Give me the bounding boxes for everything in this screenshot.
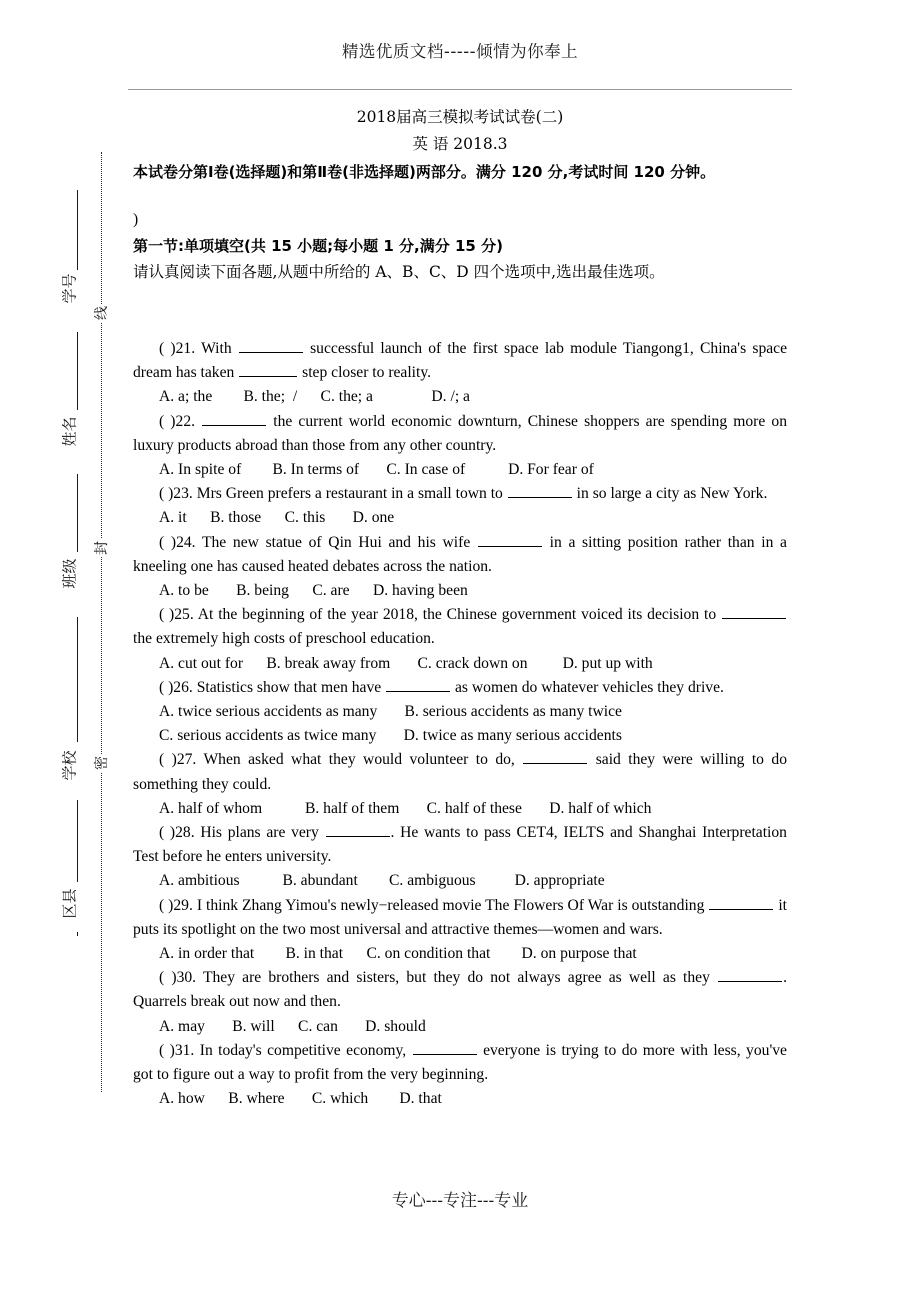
question-marker: ( ): [159, 485, 174, 503]
sidebar-label-class: 班级: [60, 558, 79, 589]
question-options: A. how B. where C. which D. that: [159, 1090, 442, 1108]
answer-blank: [413, 1040, 477, 1055]
question-number: 28.: [175, 824, 195, 842]
sidebar-rule-5: [77, 800, 78, 882]
answer-blank: [326, 822, 390, 837]
question-number: 22.: [175, 412, 196, 430]
question-stem: [133, 1039, 787, 1087]
question-text-a: With: [201, 340, 232, 357]
question-number: 23.: [173, 485, 193, 503]
sidebar-rule-3: [77, 474, 78, 552]
seal-dotted-line: [101, 152, 102, 1092]
question-options: A. to be B. being C. are D. having been: [159, 582, 468, 600]
question-text-c: it puts its spotlight on the two most universal and attractive themes—women and wars.: [133, 896, 787, 938]
running-header: [130, 38, 790, 62]
answer-blank: [202, 410, 266, 425]
question-marker: ( ): [159, 340, 176, 357]
question-marker: ( ): [159, 751, 177, 769]
answer-blank: [508, 483, 572, 498]
question-stem: [133, 482, 787, 506]
question-number: 25.: [174, 606, 194, 624]
seal-char-xian: 线: [94, 306, 110, 320]
question-options: A. half of whom B. half of them C. half of these D. half of which: [159, 799, 652, 817]
question-number: 31.: [174, 1041, 195, 1059]
question-marker: ( ): [159, 896, 174, 914]
stray-paren: ): [133, 211, 139, 228]
section-heading: 第一节:单项填空(共 15 小题;每小题 1 分,满分 15 分): [133, 237, 503, 255]
question-text-c: said they were willing to do something they could.: [133, 751, 787, 793]
question-options: A. In spite of B. In terms of C. In case of D. For fear of: [159, 461, 594, 479]
question-stem: [133, 748, 787, 796]
running-header-text: 精选优质文档-----倾情为你奉上: [341, 42, 579, 61]
question-text-a: When asked what they would volunteer to do,: [203, 751, 515, 769]
question-number: 30.: [176, 969, 197, 987]
question-options: A. a; the B. the; / C. the; a D. /; a: [159, 388, 470, 406]
question-stem: [133, 966, 787, 1014]
question-options: A. ambitious B. abundant C. ambiguous D. appropriate: [159, 872, 605, 890]
question-marker: ( ): [159, 678, 174, 696]
question-options: A. may B. will C. can D. should: [159, 1017, 426, 1035]
question-text-c: step closer to reality.: [302, 364, 432, 382]
question-text-a: Statistics show that men have: [196, 678, 382, 696]
question-stem: [133, 676, 787, 700]
question-number: 21.: [175, 340, 196, 357]
question-options-second-row: C. serious accidents as twice many D. twice as many serious accidents: [159, 727, 622, 745]
question-text-a: I think Zhang Yimou's newly−released movie The Flowers Of War is outstanding: [196, 896, 705, 914]
seal-char-mi: 密: [94, 756, 110, 770]
question-stem: [133, 531, 787, 579]
question-number: 26.: [173, 678, 193, 696]
section-instruction: 请认真阅读下面各题,从题中所给的 A、B、C、D 四个选项中,选出最佳选项。: [133, 263, 665, 281]
question-number: 27.: [176, 751, 197, 769]
question-text-c: in a sitting position rather than in a kneeling one has caused heated debates across the nation.: [133, 533, 787, 575]
question-text-c: as women do whatever vehicles they drive.: [455, 678, 724, 696]
question-text-a: In today's competitive economy,: [199, 1041, 407, 1059]
question-marker: ( ): [159, 824, 176, 842]
question-options: A. in order that B. in that C. on condition that D. on purpose that: [159, 945, 637, 963]
question-stem: [133, 337, 787, 385]
sidebar-label-school: 学校: [60, 750, 79, 781]
answer-blank: [386, 677, 450, 692]
question-marker: ( ): [159, 969, 177, 987]
question-marker: ( ): [159, 1041, 175, 1059]
question-stem: [133, 821, 787, 869]
question-text-c: . Quarrels break out now and then.: [133, 969, 787, 1011]
question-text-a: They are brothers and sisters, but they do not always agree as well as they: [202, 969, 710, 987]
question-options: A. cut out for B. break away from C. crack down on D. put up with: [159, 654, 653, 672]
sidebar-rule-6: [77, 932, 78, 936]
question-marker: ( ): [159, 533, 177, 551]
question-text-a: The new statue of Qin Hui and his wife: [201, 533, 471, 551]
question-options: A. twice serious accidents as many B. serious accidents as many twice: [159, 703, 622, 721]
question-number: 24.: [176, 533, 196, 551]
answer-blank: [722, 604, 786, 619]
answer-blank: [523, 749, 587, 764]
sidebar-label-district: 区县: [60, 888, 79, 919]
seal-char-feng: 封: [94, 541, 110, 555]
question-text-c: everyone is trying to do more with less, you've got to figure out a way to profit from the very beginning.: [133, 1041, 787, 1084]
sidebar-label-name: 姓名: [60, 416, 79, 447]
question-stem: [133, 894, 787, 942]
question-text-c: the extremely high costs of preschool education.: [133, 630, 435, 648]
question-text-a: Mrs Green prefers a restaurant in a small town to: [196, 485, 503, 503]
seal-line-sidebar: [0, 0, 130, 1302]
exam-subject-line: 英 语 2018.3: [412, 135, 508, 153]
question-text-b: successful launch of the first space lab module Tiangong1, China's space dream has taken: [133, 340, 788, 382]
sidebar-label-student-id: 学号: [60, 273, 79, 304]
sidebar-rule-1: [77, 190, 78, 270]
answer-blank: [239, 362, 297, 377]
answer-blank: [718, 967, 782, 982]
answer-blank: [709, 894, 773, 909]
question-text-c: in so large a city as New York.: [576, 485, 768, 503]
question-stem: [133, 410, 787, 458]
vertical-spacer: [133, 285, 787, 337]
question-text-c: the current world economic downturn, Chinese shoppers are spending more on luxury products abroad than those from any other country.: [133, 412, 787, 454]
question-marker: ( ): [159, 606, 175, 624]
exam-body: [133, 104, 787, 1112]
question-number: 29.: [173, 896, 193, 914]
question-text-a: At the beginning of the year 2018, the Chinese government voiced its decision to: [197, 606, 717, 624]
running-footer-text: 专心---专注---专业: [391, 1191, 529, 1211]
question-text-a: His plans are very: [200, 824, 319, 842]
exam-paper-note: 本试卷分第Ⅰ卷(选择题)和第Ⅱ卷(非选择题)两部分。满分 120 分,考试时间 120 分钟。: [133, 163, 716, 181]
sidebar-rule-4: [77, 617, 78, 742]
exam-title: 2018届高三模拟考试试卷(二): [356, 108, 564, 126]
question-stem: [133, 603, 787, 651]
answer-blank: [239, 338, 303, 353]
sidebar-rule-2: [77, 332, 78, 410]
question-options: A. it B. those C. this D. one: [159, 509, 395, 527]
question-marker: ( ): [159, 412, 176, 430]
header-divider-rule: [128, 89, 792, 90]
running-footer: [130, 1186, 790, 1211]
question-text-c: . He wants to pass CET4, IELTS and Shanghai Interpretation Test before he enters university.: [133, 824, 787, 866]
answer-blank: [478, 531, 542, 546]
